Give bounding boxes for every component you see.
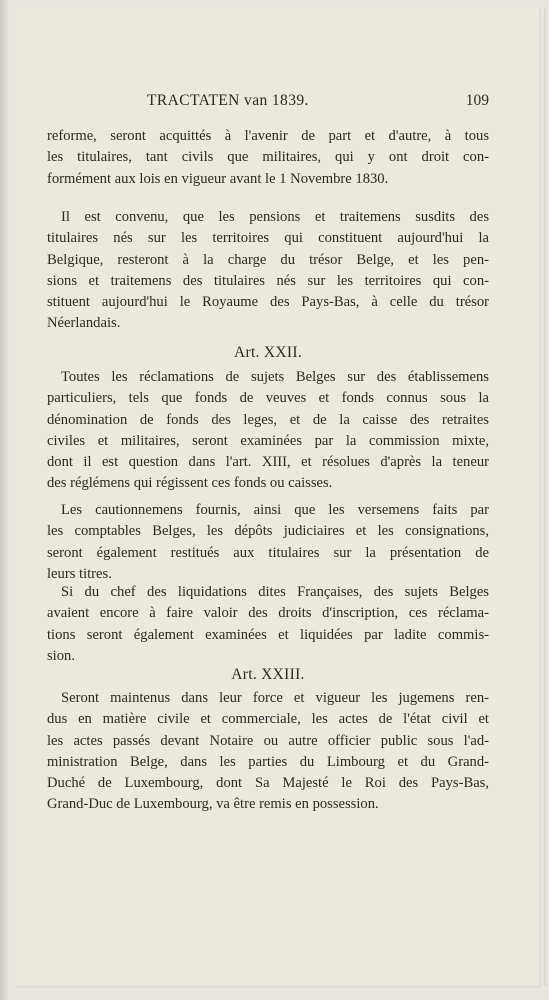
text-line: les actes passés devant Notaire ou autre officier public sous l'ad- xyxy=(47,732,489,749)
text-line: Belgique, resteront à la charge du trésor Belge, et les pen- xyxy=(47,251,489,268)
paragraph-continuation xyxy=(47,126,489,190)
text-line: avaient encore à faire valoir des droits d'inscription, ces réclama- xyxy=(47,605,489,622)
text-line: particuliers, tels que fonds de veuves et fonds connus sous la xyxy=(47,390,489,407)
paragraph-reclamations xyxy=(47,367,489,495)
paragraph-cautionnemens xyxy=(47,500,489,585)
text-line: Toutes les réclamations de sujets Belges sur des établissemens xyxy=(61,369,489,385)
article-heading: Art. XXII. xyxy=(234,344,302,361)
text-line: dénomination de fonds des leges, et de la caisse des retraites xyxy=(47,411,489,428)
text-line: sion. xyxy=(47,647,75,664)
text-line: seront également restitués aux titulaires sur la présentation de xyxy=(47,544,489,561)
text-line: dus en matière civile et commerciale, les actes de l'état civil et xyxy=(47,711,489,728)
paragraph-liquidations xyxy=(47,582,489,667)
text-line: Grand-Duc de Luxembourg, va être remis en possession. xyxy=(47,796,379,813)
text-line: sions et traitemens des titulaires nés sur les territoires qui con- xyxy=(47,272,489,289)
text-line: les titulaires, tant civils que militaires, qui y ont droit con- xyxy=(47,149,489,166)
text-line: tions seront également examinées et liquidées par ladite commis- xyxy=(47,626,489,643)
page-number: 109 xyxy=(465,92,489,109)
text-line: dont il est question dans l'art. XIII, et résolues d'après la teneur xyxy=(47,454,489,471)
text-line: des réglémens qui régissent ces fonds ou caisses. xyxy=(47,475,333,492)
text-line: titulaires nés sur les territoires qui constituent aujourd'hui la xyxy=(47,230,489,247)
text-line: civiles et militaires, seront examinées par la commission mixte, xyxy=(47,432,489,449)
paragraph-pensions xyxy=(47,207,489,335)
text-line: Les cautionnemens fournis, ainsi que les versemens faits par xyxy=(61,502,489,518)
book-binding-shadow xyxy=(0,0,8,1000)
text-line: les comptables Belges, les dépôts judiciaires et les consignations, xyxy=(47,523,489,540)
paragraph-jugemens xyxy=(47,688,489,816)
text-line: stituent aujourd'hui le Royaume des Pays-Bas, à celle du trésor xyxy=(47,294,489,311)
running-title: TRACTATEN van 1839. xyxy=(147,92,309,109)
article-heading: Art. XXIII. xyxy=(231,666,305,683)
text-line: leurs titres. xyxy=(47,565,112,582)
text-line: Seront maintenus dans leur force et vigueur les jugemens ren- xyxy=(61,690,489,706)
running-head xyxy=(47,92,489,112)
text-line: formément aux lois en vigueur avant le 1 Novembre 1830. xyxy=(47,170,389,187)
text-line: Il est convenu, que les pensions et traitemens susdits des xyxy=(61,209,489,225)
text-line: Duché de Luxembourg, dont Sa Majesté le Roi des Pays-Bas, xyxy=(47,775,489,792)
page-edge xyxy=(544,8,546,986)
text-line: reforme, seront acquittés à l'avenir de part et d'autre, à tous xyxy=(47,128,489,144)
text-line: ministration Belge, dans les parties du Limbourg et du Grand- xyxy=(47,753,489,770)
text-line: Néerlandais. xyxy=(47,315,121,332)
text-line: Si du chef des liquidations dites Françaises, des sujets Belges xyxy=(61,584,489,600)
